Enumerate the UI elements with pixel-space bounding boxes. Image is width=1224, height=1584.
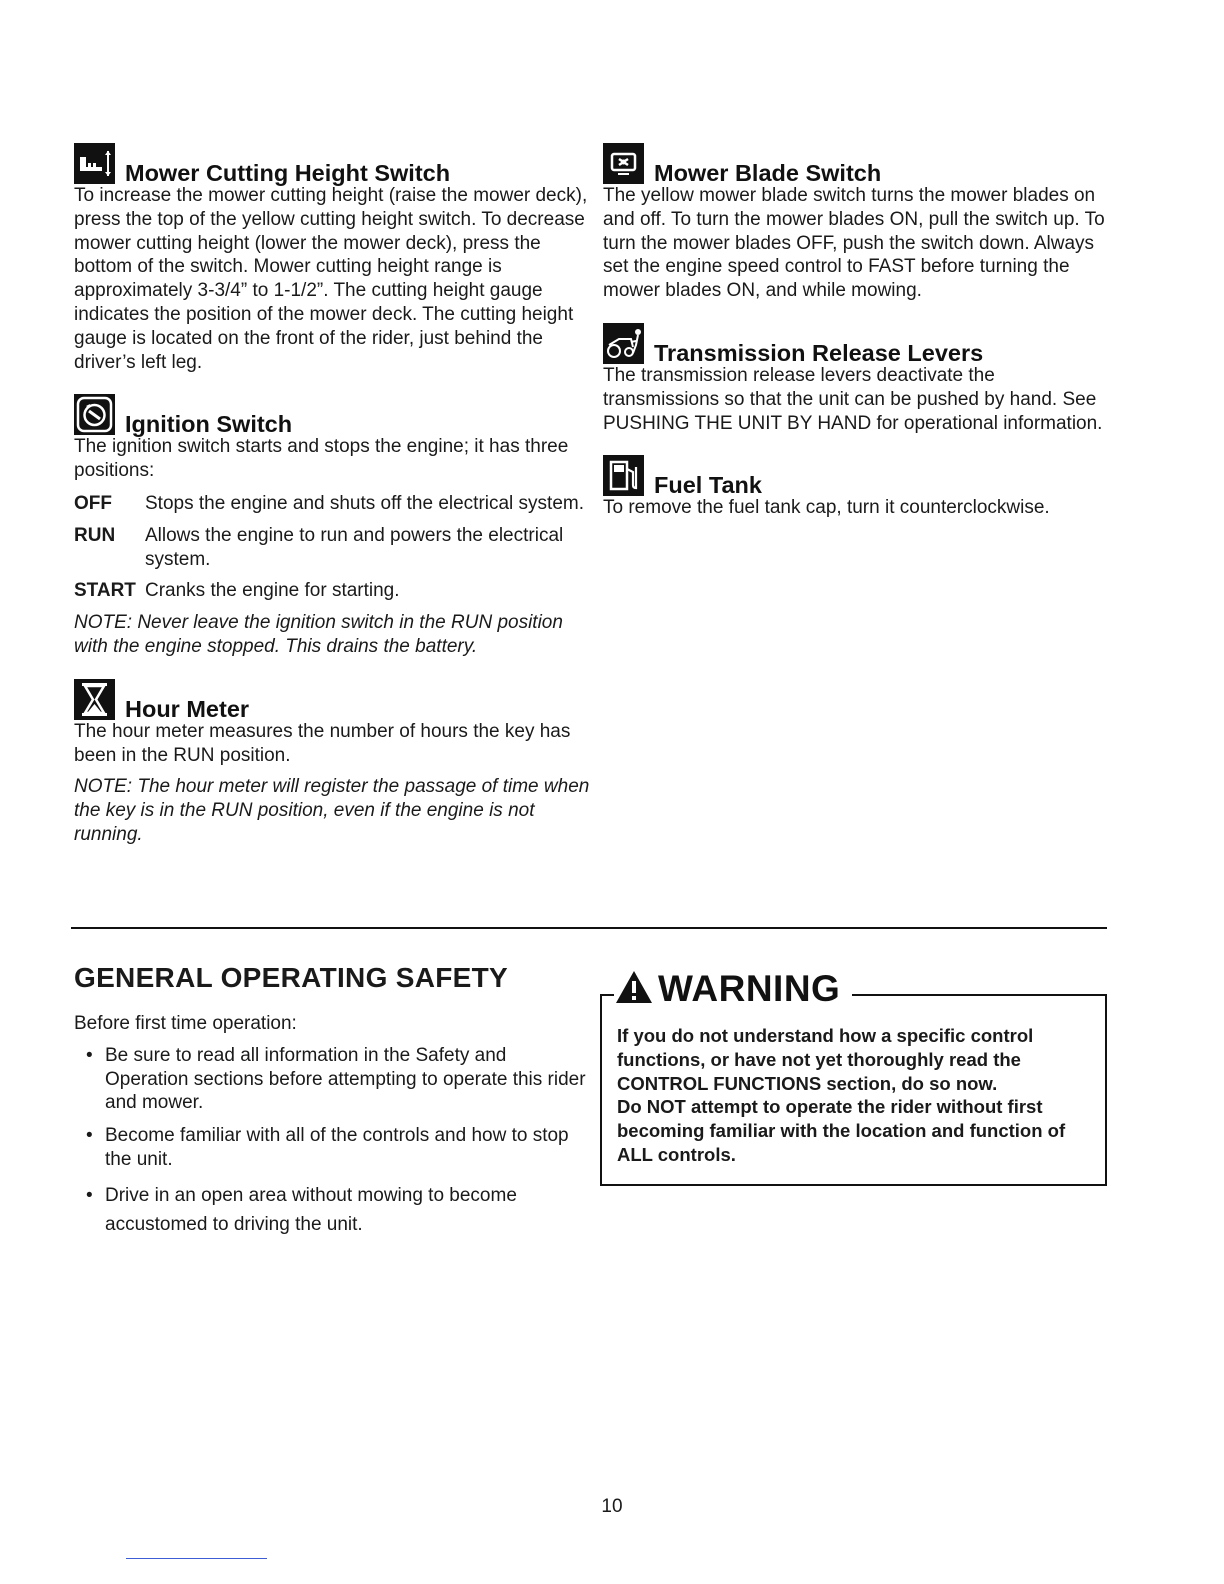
tractor-push-icon	[603, 323, 644, 364]
ignition-positions	[74, 492, 594, 603]
section-note: NOTE: Never leave the ignition switch in the RUN position with the engine stopped. This drains the battery.	[74, 612, 563, 657]
warning-triangle-icon	[614, 969, 654, 1010]
left-column	[74, 143, 594, 867]
general-safety-list	[74, 1044, 594, 1239]
general-safety-intro: Before first time operation:	[74, 1013, 297, 1034]
right-column	[603, 143, 1108, 540]
section-body: To increase the mower cutting height (raise the mower deck), press the top of the yellow cutting height switch. To decrease mower cutting height (lower the mower deck), press the bottom of the switch. Mower cutting height range is approximately 3-3/4” to 1-1/2”. The cutting height gauge indicates the position of the mower deck. The cutting height gauge is located on the front of the rider, just behind the driver’s left leg.	[74, 185, 588, 373]
section-title: Ignition Switch	[125, 411, 293, 438]
mower-blade-icon	[603, 143, 644, 184]
section-blade-switch	[603, 143, 1108, 303]
list-item: • Drive in an open area without mowing to become accustomed to driving the unit.	[74, 1181, 594, 1239]
section-header	[603, 143, 1108, 184]
section-intro: The ignition switch starts and stops the engine; it has three positions:	[74, 436, 569, 482]
position-key: START	[74, 580, 136, 602]
position-desc: Stops the engine and shuts off the electrical system.	[145, 492, 585, 514]
section-title: Mower Blade Switch	[654, 160, 882, 186]
section-title: Transmission Release Levers	[654, 339, 984, 366]
section-note: NOTE: The hour meter will register the passage of time when the key is in the RUN position, even if the engine is not running.	[74, 776, 590, 845]
general-safety-title: GENERAL OPERATING SAFETY	[74, 962, 508, 993]
general-safety-section	[74, 962, 594, 1248]
section-header	[603, 455, 1108, 499]
section-title: Hour Meter	[125, 695, 250, 722]
section-ignition	[74, 394, 594, 658]
position-desc: Allows the engine to run and powers the electrical system.	[145, 524, 564, 570]
section-transmission	[603, 323, 1108, 435]
section-hour-meter	[74, 679, 594, 847]
section-title: Fuel Tank	[654, 472, 762, 499]
position-row	[74, 579, 594, 603]
section-cutting-height	[74, 143, 594, 374]
mower-deck-height-icon	[74, 143, 115, 184]
position-key: RUN	[74, 524, 116, 546]
position-row	[74, 524, 594, 572]
warning-text	[617, 1024, 1087, 1167]
position-row	[74, 492, 594, 516]
section-fuel-tank	[603, 455, 1108, 520]
warning-box	[600, 968, 1107, 1184]
list-item: • Become familiar with all of the controls and how to stop the unit.	[74, 1124, 594, 1172]
hourglass-icon	[74, 679, 115, 720]
ignition-key-icon	[74, 394, 115, 435]
section-body: The yellow mower blade switch turns the mower blades on and off. To turn the mower blades ON, pull the switch up. To turn the mower blades OFF, push the switch down. Always set the engine speed control to FAST before turning the mower blades ON, and while mowing.	[603, 185, 1105, 302]
section-title: Mower Cutting Height Switch	[125, 160, 451, 186]
section-divider	[71, 927, 1107, 929]
position-key: OFF	[74, 492, 112, 514]
section-header	[74, 679, 594, 720]
section-body: The transmission release levers deactivate the transmissions so that the unit can be pushed by hand. See PUSHING THE UNIT BY HAND for operational information.	[603, 364, 1103, 434]
section-header	[603, 323, 1108, 364]
footer-link-underline	[126, 1558, 267, 1559]
section-body: To remove the fuel tank cap, turn it counterclockwise.	[603, 497, 1050, 519]
warning-header	[614, 968, 852, 1010]
section-body: The hour meter measures the number of hours the key has been in the RUN position.	[74, 720, 571, 766]
warning-title: WARNING	[658, 968, 841, 1009]
page-number: 10	[601, 1496, 623, 1517]
section-header	[74, 394, 594, 438]
position-desc: Cranks the engine for starting.	[145, 580, 400, 602]
warning-paragraph: Do NOT attempt to operate the rider without first becoming familiar with the location and function of ALL controls.	[617, 1096, 1066, 1165]
list-item: • Be sure to read all information in the Safety and Operation sections before attempting to operate this rider and mower.	[74, 1044, 594, 1115]
warning-paragraph: If you do not understand how a specific control functions, or have not yet thoroughly read the CONTROL FUNCTIONS section, do so now.	[617, 1025, 1034, 1094]
section-header	[74, 143, 594, 184]
fuel-pump-icon	[603, 455, 644, 496]
